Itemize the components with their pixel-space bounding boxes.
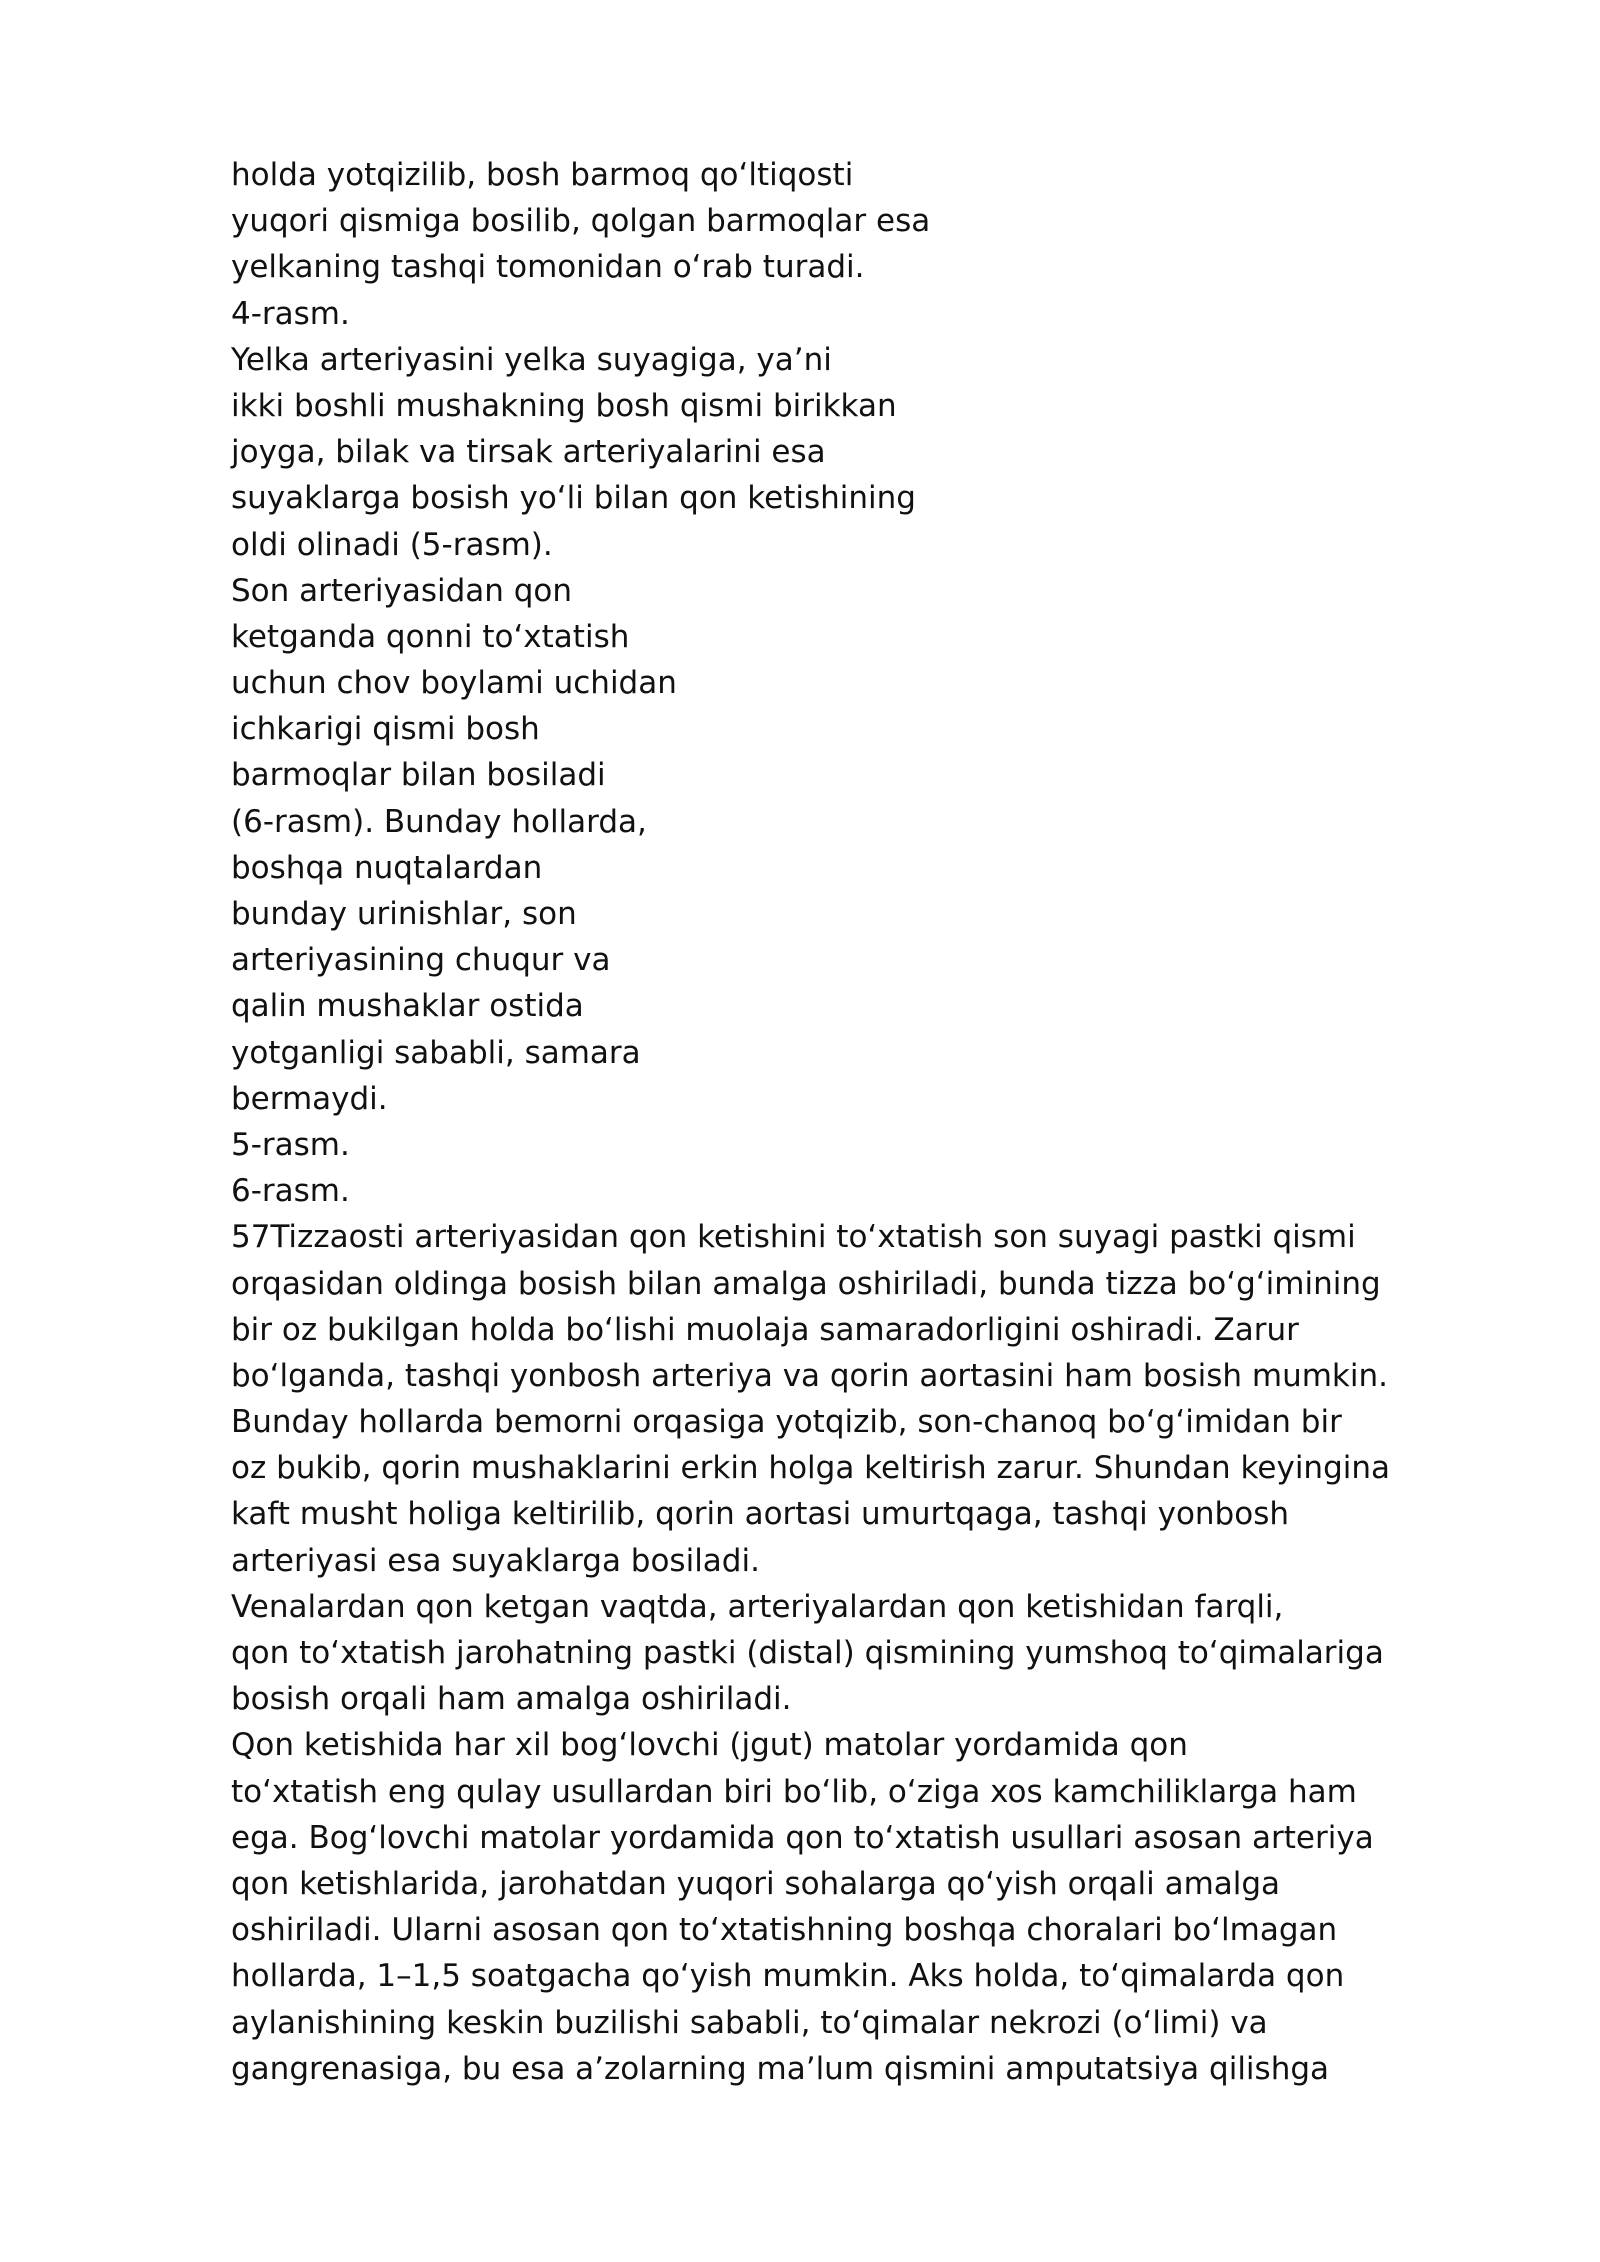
text-line: 57Tizzaosti arteriyasidan qon ketishini toʻxtatish son suyagi pastki qismi xyxy=(231,1219,1356,1256)
text-line: bir oz bukilgan holda boʻlishi muolaja samaradorligini oshiradi. Zarur xyxy=(231,1311,1299,1348)
text-line: Son arteriyasidan qon xyxy=(231,572,573,609)
text-line: (6-rasm). Bunday hollarda, xyxy=(231,803,647,840)
text-line: yotganligi sababli, samara xyxy=(231,1034,641,1071)
text-line: bosish orqali ham amalga oshiriladi. xyxy=(231,1681,792,1718)
text-line: qalin mushaklar ostida xyxy=(231,988,584,1025)
text-line: bermaydi. xyxy=(231,1080,388,1117)
text-line: oldi olinadi (5-rasm). xyxy=(231,526,553,563)
figure-caption: 6-rasm. xyxy=(231,1173,350,1210)
text-line: toʻxtatish eng qulay usullardan biri boʻlib, oʻziga xos kamchiliklarga ham xyxy=(231,1773,1357,1810)
text-line: oshiriladi. Ularni asosan qon toʻxtatishning boshqa choralari boʻlmagan xyxy=(231,1912,1338,1949)
text-line: hollarda, 1–1,5 soatgacha qoʻyish mumkin. Aks holda, toʻqimalarda qon xyxy=(231,1958,1345,1995)
text-line: ketganda qonni toʻxtatish xyxy=(231,618,630,655)
text-line: joyga, bilak va tirsak arteriyalarini esa xyxy=(231,434,826,471)
text-line: qon ketishlarida, jarohatdan yuqori sohalarga qoʻyish orqali amalga xyxy=(231,1865,1281,1902)
text-line: oz bukib, qorin mushaklarini erkin holga keltirish zarur. Shundan keyingina xyxy=(231,1450,1391,1487)
text-line: Qon ketishida har xil bogʻlovchi (jgut) matolar yordamida qon xyxy=(231,1727,1188,1764)
text-line: qon toʻxtatish jarohatning pastki (distal) qismining yumshoq toʻqimalariga xyxy=(231,1635,1384,1671)
text-line: aylanishining keskin buzilishi sababli, toʻqimalar nekrozi (oʻlimi) va xyxy=(231,2004,1268,2041)
text-line: yuqori qismiga bosilib, qolgan barmoqlar esa xyxy=(231,203,931,240)
text-line: kaft musht holiga keltirilib, qorin aortasi umurtqaga, tashqi yonbosh xyxy=(231,1496,1289,1533)
text-line: suyaklarga bosish yoʻli bilan qon ketishining xyxy=(231,480,916,517)
text-line: boʻlganda, tashqi yonbosh arteriya va qorin aortasini ham bosish mumkin. xyxy=(231,1357,1388,1394)
text-line: bunday urinishlar, son xyxy=(231,896,577,932)
text-line: uchun chov boylami uchidan xyxy=(231,665,677,702)
text-line: arteriyasining chuqur va xyxy=(231,942,611,979)
text-line: ega. Bogʻlovchi matolar yordamida qon toʻxtatish usullari asosan arteriya xyxy=(231,1819,1374,1856)
text-line: ichkarigi qismi bosh xyxy=(231,711,540,748)
body-text xyxy=(231,152,1431,2092)
figure-caption: 5-rasm. xyxy=(231,1126,350,1163)
text-line: arteriyasi esa suyaklarga bosiladi. xyxy=(231,1542,760,1579)
text-line: gangrenasiga, bu esa a’zolarning ma’lum qismini amputatsiya qilishga xyxy=(231,2050,1330,2087)
text-line: barmoqlar bilan bosiladi xyxy=(231,757,606,794)
text-line: orqasidan oldinga bosish bilan amalga oshiriladi, bunda tizza boʻgʻimining xyxy=(231,1265,1381,1302)
text-line: Bunday hollarda bemorni orqasiga yotqizib, son-chanoq boʻgʻimidan bir xyxy=(231,1404,1342,1441)
text-line: boshqa nuqtalardan xyxy=(231,849,543,886)
text-line: holda yotqizilib, bosh barmoq qoʻltiqosti xyxy=(231,157,854,193)
text-line: Venalardan qon ketgan vaqtda, arteriyalardan qon ketishidan farqli, xyxy=(231,1588,1284,1625)
text-line: Yelka arteriyasini yelka suyagiga, ya’ni xyxy=(231,341,832,378)
text-line: yelkaning tashqi tomonidan oʻrab turadi. xyxy=(231,249,865,286)
text-line: ikki boshli mushakning bosh qismi birikkan xyxy=(231,387,897,424)
figure-caption: 4-rasm. xyxy=(231,295,350,332)
